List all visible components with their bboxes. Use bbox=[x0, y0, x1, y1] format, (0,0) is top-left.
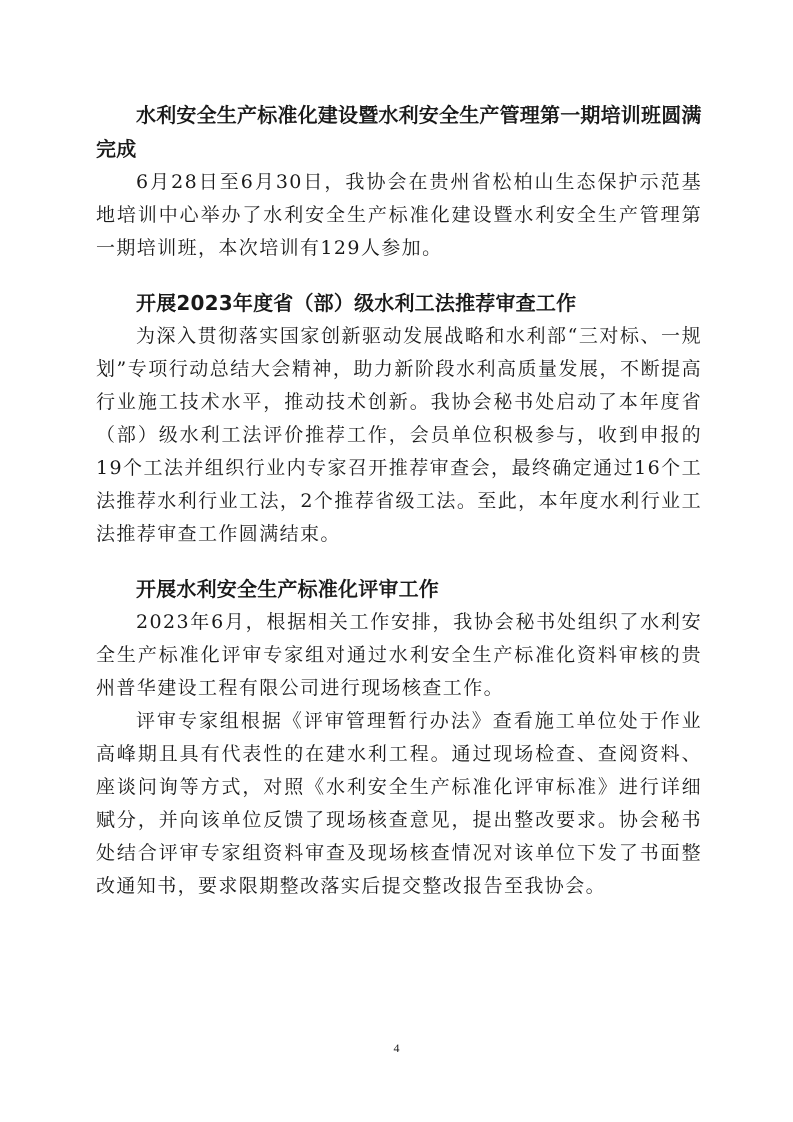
section-paragraph: 6月28日至6月30日，我协会在贵州省松柏山生态保护示范基地培训中心举办了水利安全生产标准化建设暨水利安全生产管理第一期培训班，本次培训有129人参加。 bbox=[96, 171, 702, 259]
news-item-training bbox=[96, 98, 702, 265]
section-paragraph: 评审专家组根据《评审管理暂行办法》查看施工单位处于作业高峰期且具有代表性的在建水利工程。通过现场检查、查阅资料、座谈问询等方式，对照《水利安全生产标准化评审标准》进行详细赋分，并向该单位反馈了现场核查意见，提出整改要求。协会秘书处结合评审专家组资料审查及现场核查情况对该单位下发了书面整改通知书，要求限期整改落实后提交整改报告至我协会。 bbox=[96, 710, 702, 897]
section-paragraph: 为深入贯彻落实国家创新驱动发展战略和水利部“三对标、一规划”专项行动总结大会精神，助力新阶段水利高质量发展，不断提高行业施工技术水平，推动技术创新。我协会秘书处启动了本年度省（部）级水利工法评价推荐工作，会员单位积极参与，收到申报的19个工法并组织行业内专家召开推荐审查会，最终确定通过16个工法推荐水利行业工法，2个推荐省级工法。至此，本年度水利行业工法推荐审查工作圆满结束。 bbox=[96, 325, 702, 545]
section-heading: 开展2023年度省（部）级水利工法推荐审查工作 bbox=[136, 291, 577, 315]
page-number: 4 bbox=[393, 1041, 400, 1055]
section-heading: 水利安全生产标准化建设暨水利安全生产管理第一期培训班圆满完成 bbox=[96, 103, 702, 161]
section-paragraph: 2023年6月，根据相关工作安排，我协会秘书处组织了水利安全生产标准化评审专家组对通过水利安全生产标准化资料审核的贵州普华建设工程有限公司进行现场核查工作。 bbox=[96, 611, 702, 699]
document-page bbox=[96, 98, 702, 903]
news-item-construction-methods bbox=[96, 286, 702, 551]
section-heading: 开展水利安全生产标准化评审工作 bbox=[136, 577, 439, 601]
news-item-standardization-review bbox=[96, 572, 702, 903]
